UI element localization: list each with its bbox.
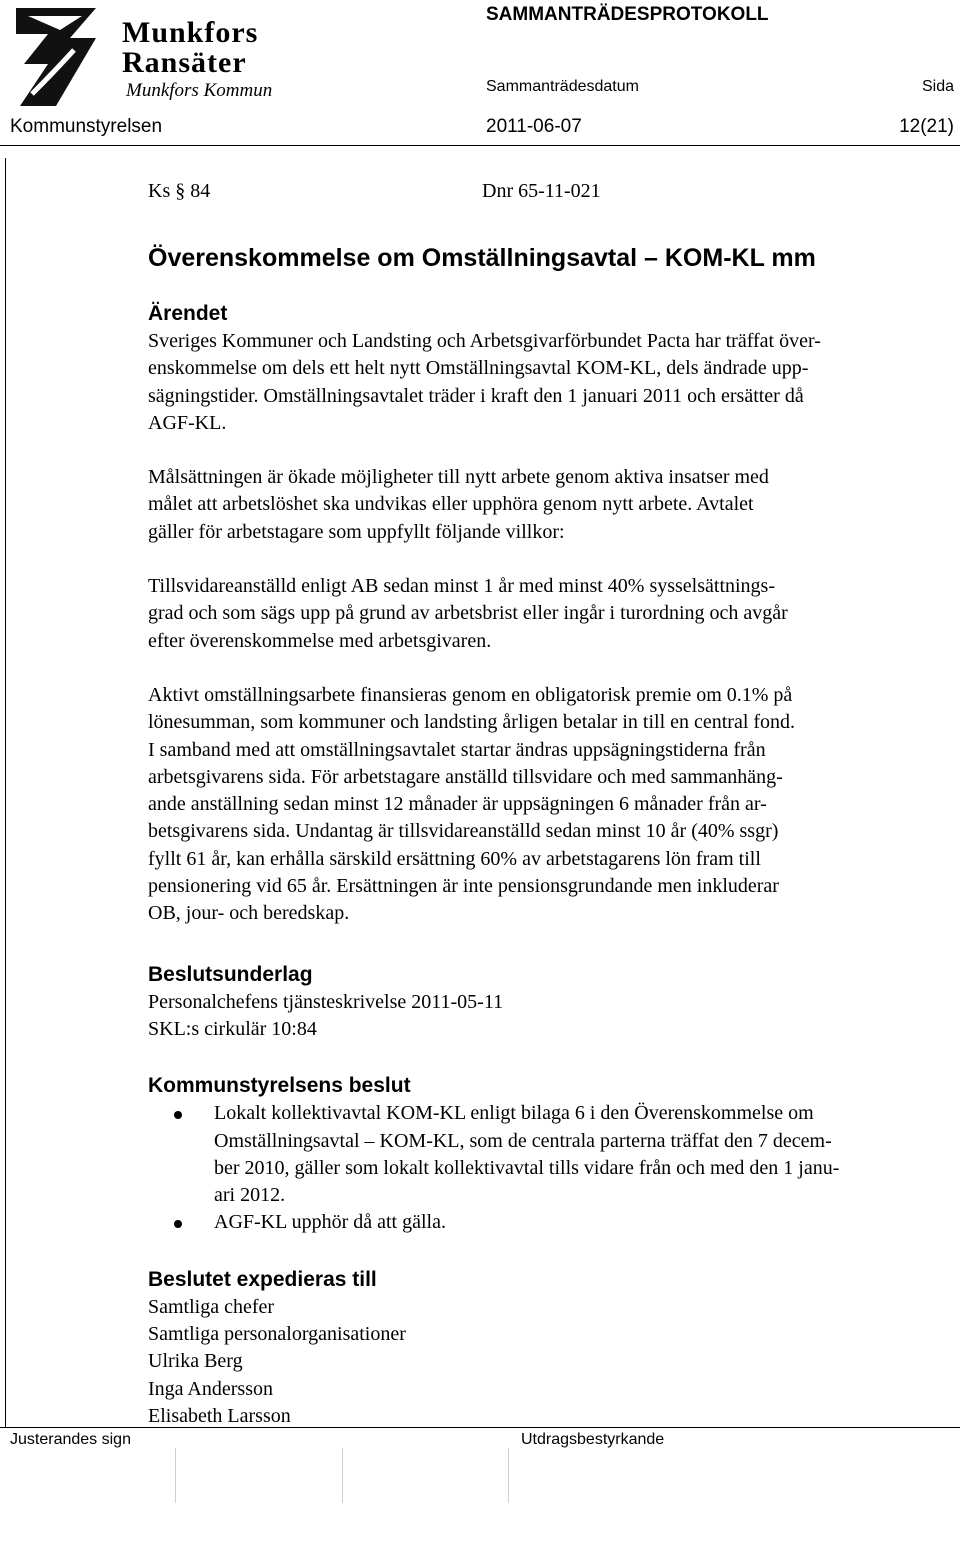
header-divider: [0, 145, 960, 146]
footer-divider: [0, 1427, 960, 1428]
text-line: arbetsgivarens sida. För arbetstagare anställd tillsvidare och med sammanhäng-: [148, 765, 783, 788]
recipient: Samtliga personalorganisationer: [148, 1323, 406, 1346]
paragraph: [148, 573, 948, 655]
paragraph: [148, 328, 948, 437]
decision-item: [148, 1100, 948, 1209]
text-line: lönesumman, som kommuner och landsting årligen betalar in till en central fond.: [148, 711, 796, 734]
text-line: I samband med att omställningsavtalet startar ändras uppsägningstiderna från: [148, 738, 766, 761]
section-beslut: [148, 1072, 948, 1236]
text-line: pensionering vid 65 år. Ersättningen är inte pensionsgrundande men inkluderar: [148, 875, 779, 898]
text-line: grad och som sägs upp på grund av arbetsbrist eller ingår i turordning och avgår: [148, 602, 788, 625]
section-heading: Beslutsunderlag: [148, 962, 313, 986]
section-heading: Kommunstyrelsens beslut: [148, 1074, 411, 1098]
text-line: Omställningsavtal – KOM-KL, som de centrala parterna träffat den 7 decem-: [214, 1129, 832, 1152]
page-number: 12(21): [899, 116, 954, 137]
decision-item: [148, 1209, 948, 1236]
section-arendet: [148, 300, 948, 928]
sign-label: Justerandes sign: [10, 1431, 131, 1448]
signature-box: [508, 1448, 509, 1503]
signature-box: [175, 1448, 176, 1503]
text-line: efter överenskommelse med arbetsgivaren.: [148, 629, 492, 652]
text-line: Aktivt omställningsarbete finansieras genom en obligatorisk premie om 0.1% på: [148, 683, 793, 706]
basis-item: Personalchefens tjänsteskrivelse 2011-05-11: [148, 990, 504, 1013]
text-line: ber 2010, gäller som lokalt kollektivavtal tills vidare från och med den 1 janu-: [214, 1156, 840, 1179]
text-line: Målsättningen är ökade möjligheter till nytt arbete genom aktiva insatser med: [148, 466, 769, 489]
meeting-date: 2011-06-07: [486, 116, 582, 137]
text-line: AGF-KL upphör då att gälla.: [214, 1211, 446, 1234]
case-dnr: Dnr 65-11-021: [482, 180, 601, 202]
case-line: [148, 180, 948, 210]
text-line: Lokalt kollektivavtal KOM-KL enligt bilaga 6 i den Överenskommelse om: [214, 1102, 814, 1125]
decision-list: [148, 1100, 948, 1236]
bullet-icon: [174, 1220, 182, 1228]
document-title: Överenskommelse om Omställningsavtal – KOM-KL mm: [148, 244, 816, 272]
certify-label: Utdragsbestyrkande: [521, 1431, 665, 1448]
text-line: ande anställning sedan minst 12 månader är uppsägningen 6 månader från ar-: [148, 793, 767, 816]
text-line: ari 2012.: [214, 1184, 286, 1207]
section-heading: Ärendet: [148, 302, 228, 325]
page-label: Sida: [921, 78, 954, 95]
text-line: OB, jour- och beredskap.: [148, 902, 350, 925]
text-line: fyllt 61 år, kan erhålla särskild ersättning 60% av arbetstagarens lön fram till: [148, 847, 761, 870]
section-beslutsunderlag: [148, 961, 948, 1044]
municipality-logo: [4, 2, 304, 112]
logo-name-line3: Munkfors Kommun: [126, 80, 273, 101]
recipient: Inga Andersson: [148, 1377, 273, 1400]
recipient: Elisabeth Larsson: [148, 1404, 291, 1427]
logo-name-line2: Ransäter: [122, 46, 247, 79]
section-expedieras: [148, 1266, 948, 1430]
paragraph: [148, 464, 948, 546]
paragraph: [148, 682, 948, 928]
document-body: [148, 180, 948, 1430]
case-number: Ks § 84: [148, 180, 211, 202]
document-type: SAMMANTRÄDESPROTOKOLL: [486, 4, 769, 25]
meeting-date-label: Sammanträdesdatum: [486, 78, 639, 95]
logo-emblem: [4, 2, 304, 112]
text-line: målet att arbetslöshet ska undvikas eller upphöra genom nytt arbete. Avtalet: [148, 493, 754, 516]
text-line: enskommelse om dels ett helt nytt Omställningsavtal KOM-KL, dels ändrade upp-: [148, 357, 809, 380]
margin-divider: [5, 158, 6, 1428]
bullet-icon: [174, 1111, 182, 1119]
text-line: gäller för arbetstagare som uppfyllt följande villkor:: [148, 520, 565, 543]
organization-name: Kommunstyrelsen: [10, 116, 163, 137]
text-line: sägningstider. Omställningsavtalet träder i kraft den 1 januari 2011 och ersätter då: [148, 384, 804, 407]
signature-box: [342, 1448, 343, 1503]
logo-name-line1: Munkfors: [122, 16, 259, 49]
recipient: Samtliga chefer: [148, 1295, 275, 1318]
section-heading: Beslutet expedieras till: [148, 1267, 377, 1291]
text-line: Sveriges Kommuner och Landsting och Arbetsgivarförbundet Pacta har träffat över-: [148, 330, 821, 352]
text-line: AGF-KL.: [148, 411, 227, 434]
basis-item: SKL:s cirkulär 10:84: [148, 1017, 317, 1040]
text-line: betsgivarens sida. Undantag är tillsvidareanställd sedan minst 10 år (40% ssgr): [148, 820, 779, 843]
recipient: Ulrika Berg: [148, 1350, 243, 1373]
text-line: Tillsvidareanställd enligt AB sedan minst 1 år med minst 40% sysselsättnings-: [148, 575, 776, 598]
